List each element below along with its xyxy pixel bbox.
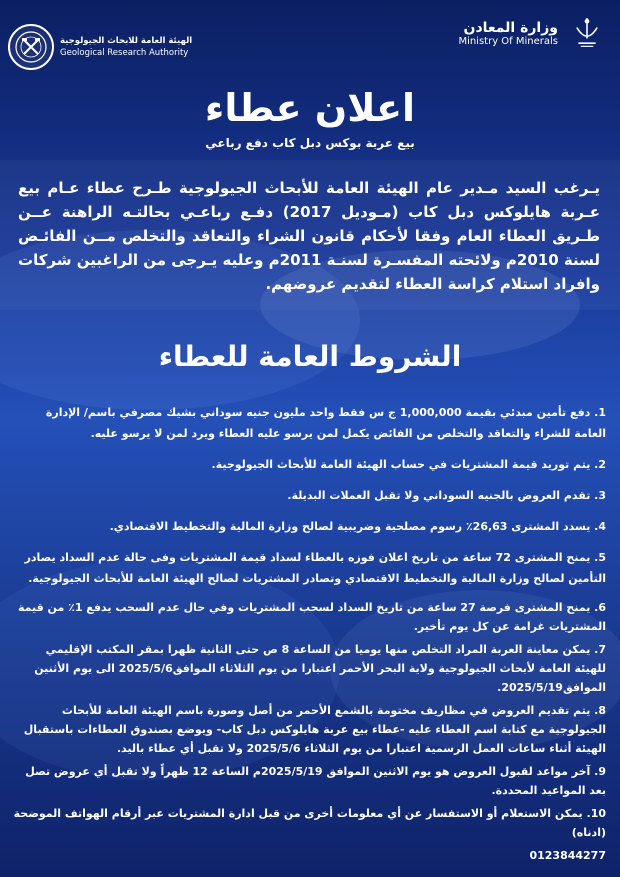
list-item: 6. يمنح المشترى فرصة 27 ساعة من تاريخ السداد لسحب المشتريات وفي حال عدم السحب يدفع 1٪ من قيمة المشتريات غرامة عن كل يوم تأخير. [17,601,606,633]
right-org-arabic: وزارة المعادن [463,19,558,36]
page-subtitle: بيع عربة بوكس دبل كاب دفع رباعي [205,136,415,150]
conditions-heading: الشروط العامة للعطاء [158,340,462,373]
geology-seal-icon [8,24,54,70]
ministry-emblem-icon [564,10,610,56]
list-item: 10. يمكن الاستعلام أو الاستفسار عن أي معلومات أخرى من قبل ادارة المشتريات عبر أرقام الهواتف الموضحة (ادناه) [13,807,606,839]
list-item: 5. يمنح المشترى 72 ساعة من تاريخ اعلان فوزه بالعطاء لسداد قيمة المشتريات وفى حالة عدم السداد يصادر التأمين لصالح وزارة المالية والتخطيط الاقتصادي وتصادر المشتريات لصالح الهيئة العامة للأبحاث الجيولوجية. [24,551,606,585]
left-org-english: Geological Research Authority [60,48,189,58]
conditions-list-continued [12,598,606,865]
list-item: 9. آخر مواعد لقبول العروض هو يوم الاثنين الموافق 2025/5/19م الساعة 12 ظهراً ولا تقبل أي عروض تصل بعد المواعيد المحددة. [25,765,606,797]
left-org-arabic: الهيئة العامة للابحاث الجيولوجية [60,36,193,46]
list-item: 1. دفع تأمين مبدئي بقيمة 1,000,000 ج س فقط واحد مليون جنيه سوداني بشيك مصرفي باسم/ الإدارة العامة للشراء والتعاقد والتخلص من الفائض يكمل لمن يرسو عليه العطاء ويرد لمن لا يرسو عليه. [45,406,606,440]
contact-phone: 0123844277 [529,849,606,862]
list-item: 4. يسدد المشترى 26,63٪ رسوم مصلحية وضريبية لصالح وزارة المالية والتخطيط الاقتصادي. [109,520,606,533]
list-item: 8. يتم تقديم العروض في مظاريف مختومة بالشمع الأحمر من أصل وصورة باسم الهيئة العامة للأبحاث الجيولوجية مع كتابة اسم العطاء عليه -عطاء بيع عربة هايلوكس دبل كاب- ويوضع بصندوق العطاءات باستقبال الهيئة أثناء ساعات العمل الرسمية اعتبارا من يوم الثلاثاء 2025/5/6 ولا تقبل أي عطاء باليد. [23,704,606,755]
geological-authority-logo [8,24,192,70]
intro-paragraph: يـرغب السيد مـدير عام الهيئة العامة للأبحاث الجيولوجية طـرح عطاء عـام بيع عـربة هايلوكس دبل كاب (مـوديل 2017) دفـع رباعـي بحالتـه الراهنة عــن طـريق العطاء العام وفقا لأحكام قانون الشراء والتعاقد والتخلص مــن الفائـض لسنة 2010م ولائحته المفسـرة لسنـة 2011م وعليه يـرجى من الراغبين شركات وافراد استلام كراسة العطاء لتقديم عروضهم. [18,179,600,293]
ministry-logo [458,10,610,56]
list-item: 7. يمكن معاينة العربة المراد التخلص منها يوميا من الساعة 8 ص حتى الثانية ظهرا بمقر المكتب الإقليمي للهيئة العامة لأبحاث الجيولوجية ولاية البحر الأحمر اعتبارا من يوم الثلاثاء الموافق2025/5/6 الى يوم الأثنين الموافق2025/5/19. [34,643,606,694]
right-org-english: Ministry Of Minerals [458,35,558,47]
page-title: اعلان عطاء [204,86,416,130]
list-item: 2. يتم توريد قيمة المشتريات في حساب الهيئة العامة للأبحاث الجيولوجية. [211,458,606,471]
conditions-list [12,402,606,599]
list-item: 3. تقدم العروض بالجنيه السوداني ولا تقبل العملات البديلة. [287,489,606,502]
